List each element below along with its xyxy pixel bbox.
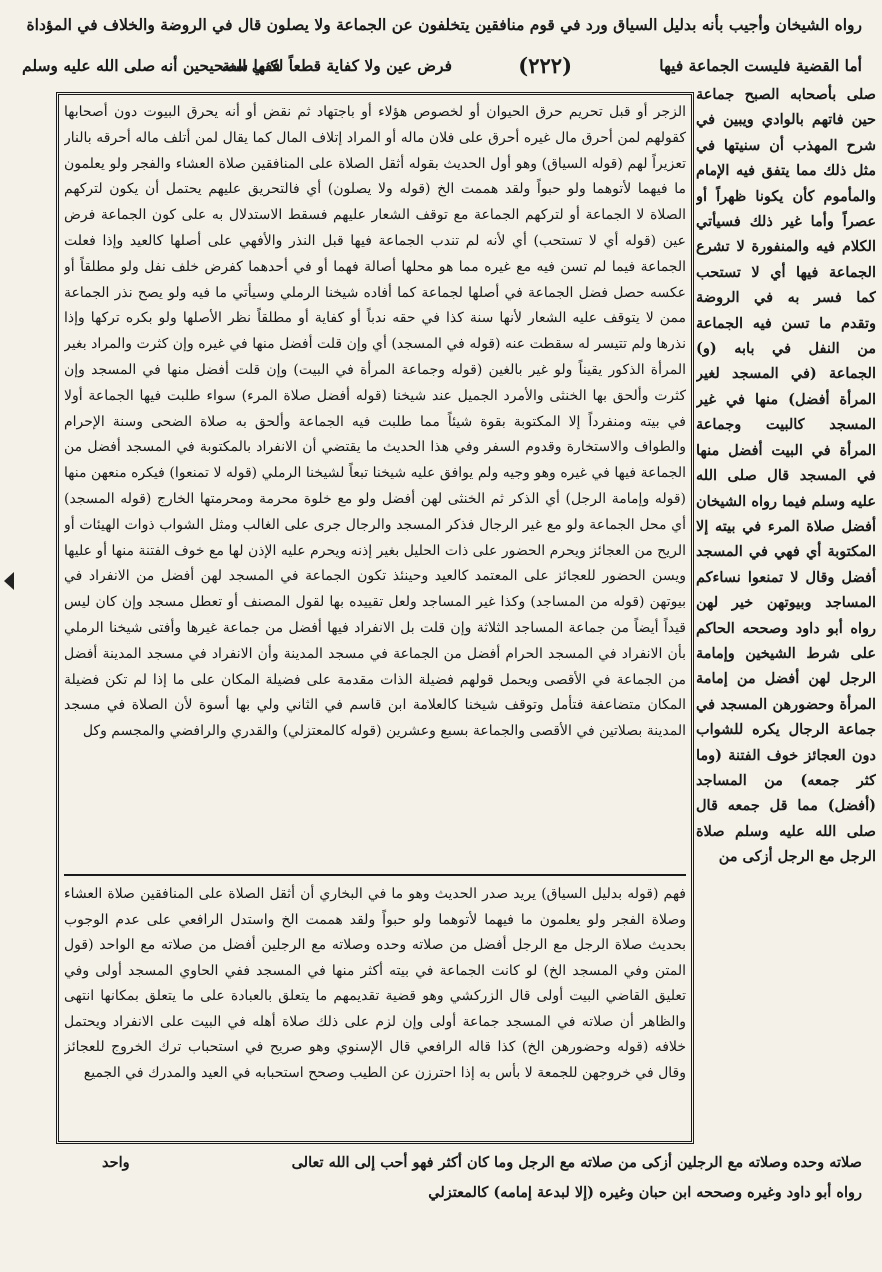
main-commentary-text: الزجر أو قبل تحريم حرق الحيوان أو لخصوص هؤلاء أو باجتهاد ثم نقض أو أنه يحرق البيوت دون أصحابها كقولهم لمن أحرق مال غيره أحرق على فلان ماله أو المراد إتلاف المال كما يقال لمن أتلف ماله أحرقه بالنار تعزيراً لهم (قوله السياق) وهو أول الحديث بقوله أثقل الصلاة على المنافقين صلاة العشاء والفجر ولو يعلمون ما فيهما لأتوهما ولو حبواً ولقد هممت الخ (قوله ولا يصلون) أي فالتحريق عليهم يحتمل أن يكون لتركهم الصلاة لا الجماعة أو لتركهم الجماعة مع توقف الشعار عليهم فسقط الاستدلال به على كون الجماعة فرض عين (قوله أي لا تستحب) أي لأنه لم تندب الجماعة فيها قبل النذر والأفهي على أصلها كالعيد وإذا فعلت الجماعة فيما لم تسن فيه مع غيره مما هو محلها أصالة فهما أو في أحدهما كفرض خلف نفل ولو مطلقاً أو عكسه حصل فضل الجماعة في أصلها لجماعة كما أفاده شيخنا الرملي وسيأتي ما فيه ولو يصح نذر الجماعة ممن لا يتوقف عليه الشعار لأنها سنة كذا في حقه ندباً أو كفاية أو مطلقاً نظر الأصلها ولو بكره تركها وإذا نذرها ولم تتيسر له سقطت عنه (قوله في المسجد) أي وإن قلت أفضل منها في غيره وإن كثرت والمراد بغير المرأة الذكور يقيناً ولو غير بالغين (قوله وجماعة المرأة في البيت) وإن قلت أفضل منها في المسجد وإن كثرت وألحق بها الخنثى والأمرد الجميل عند شيخنا (قوله أفضل صلاة المرء) سواء طلبت فيها الجماعة أولا في بيته ومنفرداً إلا المكتوبة بقوة شيئاً مما طلبت فيه الجماعة وألحق به صلاة الضحى وسنة الإحرام والطواف والاستخارة وقدوم السفر وفي هذا الحديث ما يقتضي أن الانفراد بالمكتوبة في المسجد أفضل من الجماعة فيها في غيره وهو وجيه ولم يوافق عليه شيخنا تبعاً لشيخنا الرملي (قوله لا تمنعوا) فيكره منعهن منها (قوله وإمامة الرجل) أي الذكر ثم الخنثى لهن أفضل ولو مع خلوة محرمة ومحرمتها الخارج (قوله المسجد) أي محل الجماعة ولو مع غير الرجال فذكر المسجد والرجال جرى على الغالب ومثل الشواب ذوات الهيئات أو الريح من العجائز ويحرم الحضور على ذات الحليل بغير إذنه ويحرم عليه الإذن لها مع خوف الفتنة منها أو عليها ويسن الحضور للعجائز على المعتمد كالعيد وحينئذ تكون الجماعة في المسجد لهن أفضل من الانفراد في بيوتهن (قوله من المساجد) وكذا غير المساجد ولعل تقييده بها لقول المصنف أو تعطل مسجد وإن كان ليس قيداً أيضاً من جماعة المساجد الثلاثة وإن قلت بل الانفراد فيها أفضل من جماعة غيرها وأفتى شيخنا الرملي بأن الانفراد في المسجد الحرام أفضل من الجماعة في مسجد المدينة وأن الانفراد في مسجد المدينة أفضل من الجماعة في الأقصى ويحمل قولهم فضيلة الذات مقدمة على فضيلة المكان على ما إذا لم تكن فضيلة المكان متضاعفة فتأمل وتوقف شيخنا كالعلامة ابن قاسم في الثاني ولي بها أسوة لأن الصلاة في مسجد المدينة بصلاتين في الأقصى والجماعة بسبع وعشرين (قوله كالمعتزلي) والقدري والرافضي والمجسم وكل	[64, 104, 686, 740]
secondary-commentary-text: فهم (قوله بدليل السياق) يريد صدر الحديث وهو ما في البخاري أن أثقل الصلاة على المنافقين صلاة العشاء وصلاة الفجر ولو يعلمون ما فيهما لأتوهما ولو حبواً ولقد هممت الخ واستدل الرافعي على عدم الوجوب بحديث صلاة الرجل مع الرجل أفضل من صلاته وحده وصلاته مع الرجلين أفضل من صلاته مع الواحد (قول المتن وفي المسجد الخ) لو كانت الجماعة في بيته أكثر منها في المسجد ففي الحاوي المسجد أولى وفي تعليق القاضي البيت أولى قال الزركشي وهو قضية تقديمهم ما يتعلق بالعبادة على ما يتعلق بمكانها انتهى والظاهر أن صلاته في المسجد جماعة أولى وإن لزم على ذلك صلاة أهله في البيت على الانفراد ويحتمل خلافه (قوله وحضورهن الخ) كذا قاله الرافعي قال الإسنوي وهو صريح في استحباب ترك الخروج للعجائز وقال في خروجهن للجمعة لا بأس به إذا احترزن عن الطيب وصحح استحبابه في العيد والمدرك في الجميع	[64, 886, 686, 1081]
header-line-2-middle: فرض عين ولا كفاية قطعاً لكنها سنة	[222, 56, 452, 75]
header-line-2-right: أما القضية فليست الجماعة فيها	[659, 56, 862, 75]
footer-line-1-left: واحد	[102, 1154, 130, 1171]
footer-line-1-right: صلاته وحده وصلاته مع الرجلين أزكى من صلاته مع الرجل وما كان أكثر فهو أحب إلى الله تعالى	[291, 1154, 862, 1171]
footer-line-2: رواه أبو داود وغيره وصححه ابن حبان وغيره (إلا لبدعة إمامه) كالمعتزلي	[428, 1184, 862, 1201]
page-number: (٢٢٢)	[518, 53, 572, 78]
footer-line-1	[22, 1150, 862, 1176]
header-line-2-left: ففي الصحيحين أنه صلى الله عليه وسلم	[22, 56, 281, 75]
page-edge-marker	[4, 572, 14, 590]
header-line-2	[22, 52, 862, 80]
header-line-1: رواه الشيخان وأجيب بأنه بدليل السياق ورد في قوم منافقين يتخلفون عن الجماعة ولا يصلون قال في الروضة والخلاف في المؤداة	[26, 15, 862, 34]
section-divider	[64, 874, 686, 876]
margin-matn-text: صلى بأصحابه الصبح جماعة حين فاتهم بالوادي ويبين في شرح المهذب أن سنيتها في مثل ذلك مما يتفق فيه الإمام والمأموم كأن يكونا ظهراً أو عصراً وأما غير ذلك فسيأتي الكلام فيه والمنفورة لا تشرع الجماعة فيها أي لا تستحب كما فسر به في الروضة وتقدم ما تسن فيه الجماعة من النفل في بابه (و) الجماعة (في المسجد لغير المرأة أفضل) منها في غير المسجد كالبيت وجماعة المرأة في البيت أفضل منها في المسجد قال صلى الله عليه وسلم فيما رواه الشيخان أفضل صلاة المرء في بيته إلا المكتوبة أي فهي في المسجد أفضل وقال لا تمنعوا نساءكم المساجد وبيوتهن خير لهن رواه أبو داود وصححه الحاكم على شرط الشيخين وإمامة الرجل لهن أفضل من إمامة المرأة وحضورهن المسجد في جماعة الرجال يكره للشواب دون العجائز خوف الفتنة (وما كثر جمعه) من المساجد (أفضل) مما قل جمعه قال صلى الله عليه وسلم صلاة الرجل مع الرجل أزكى من	[696, 86, 876, 866]
